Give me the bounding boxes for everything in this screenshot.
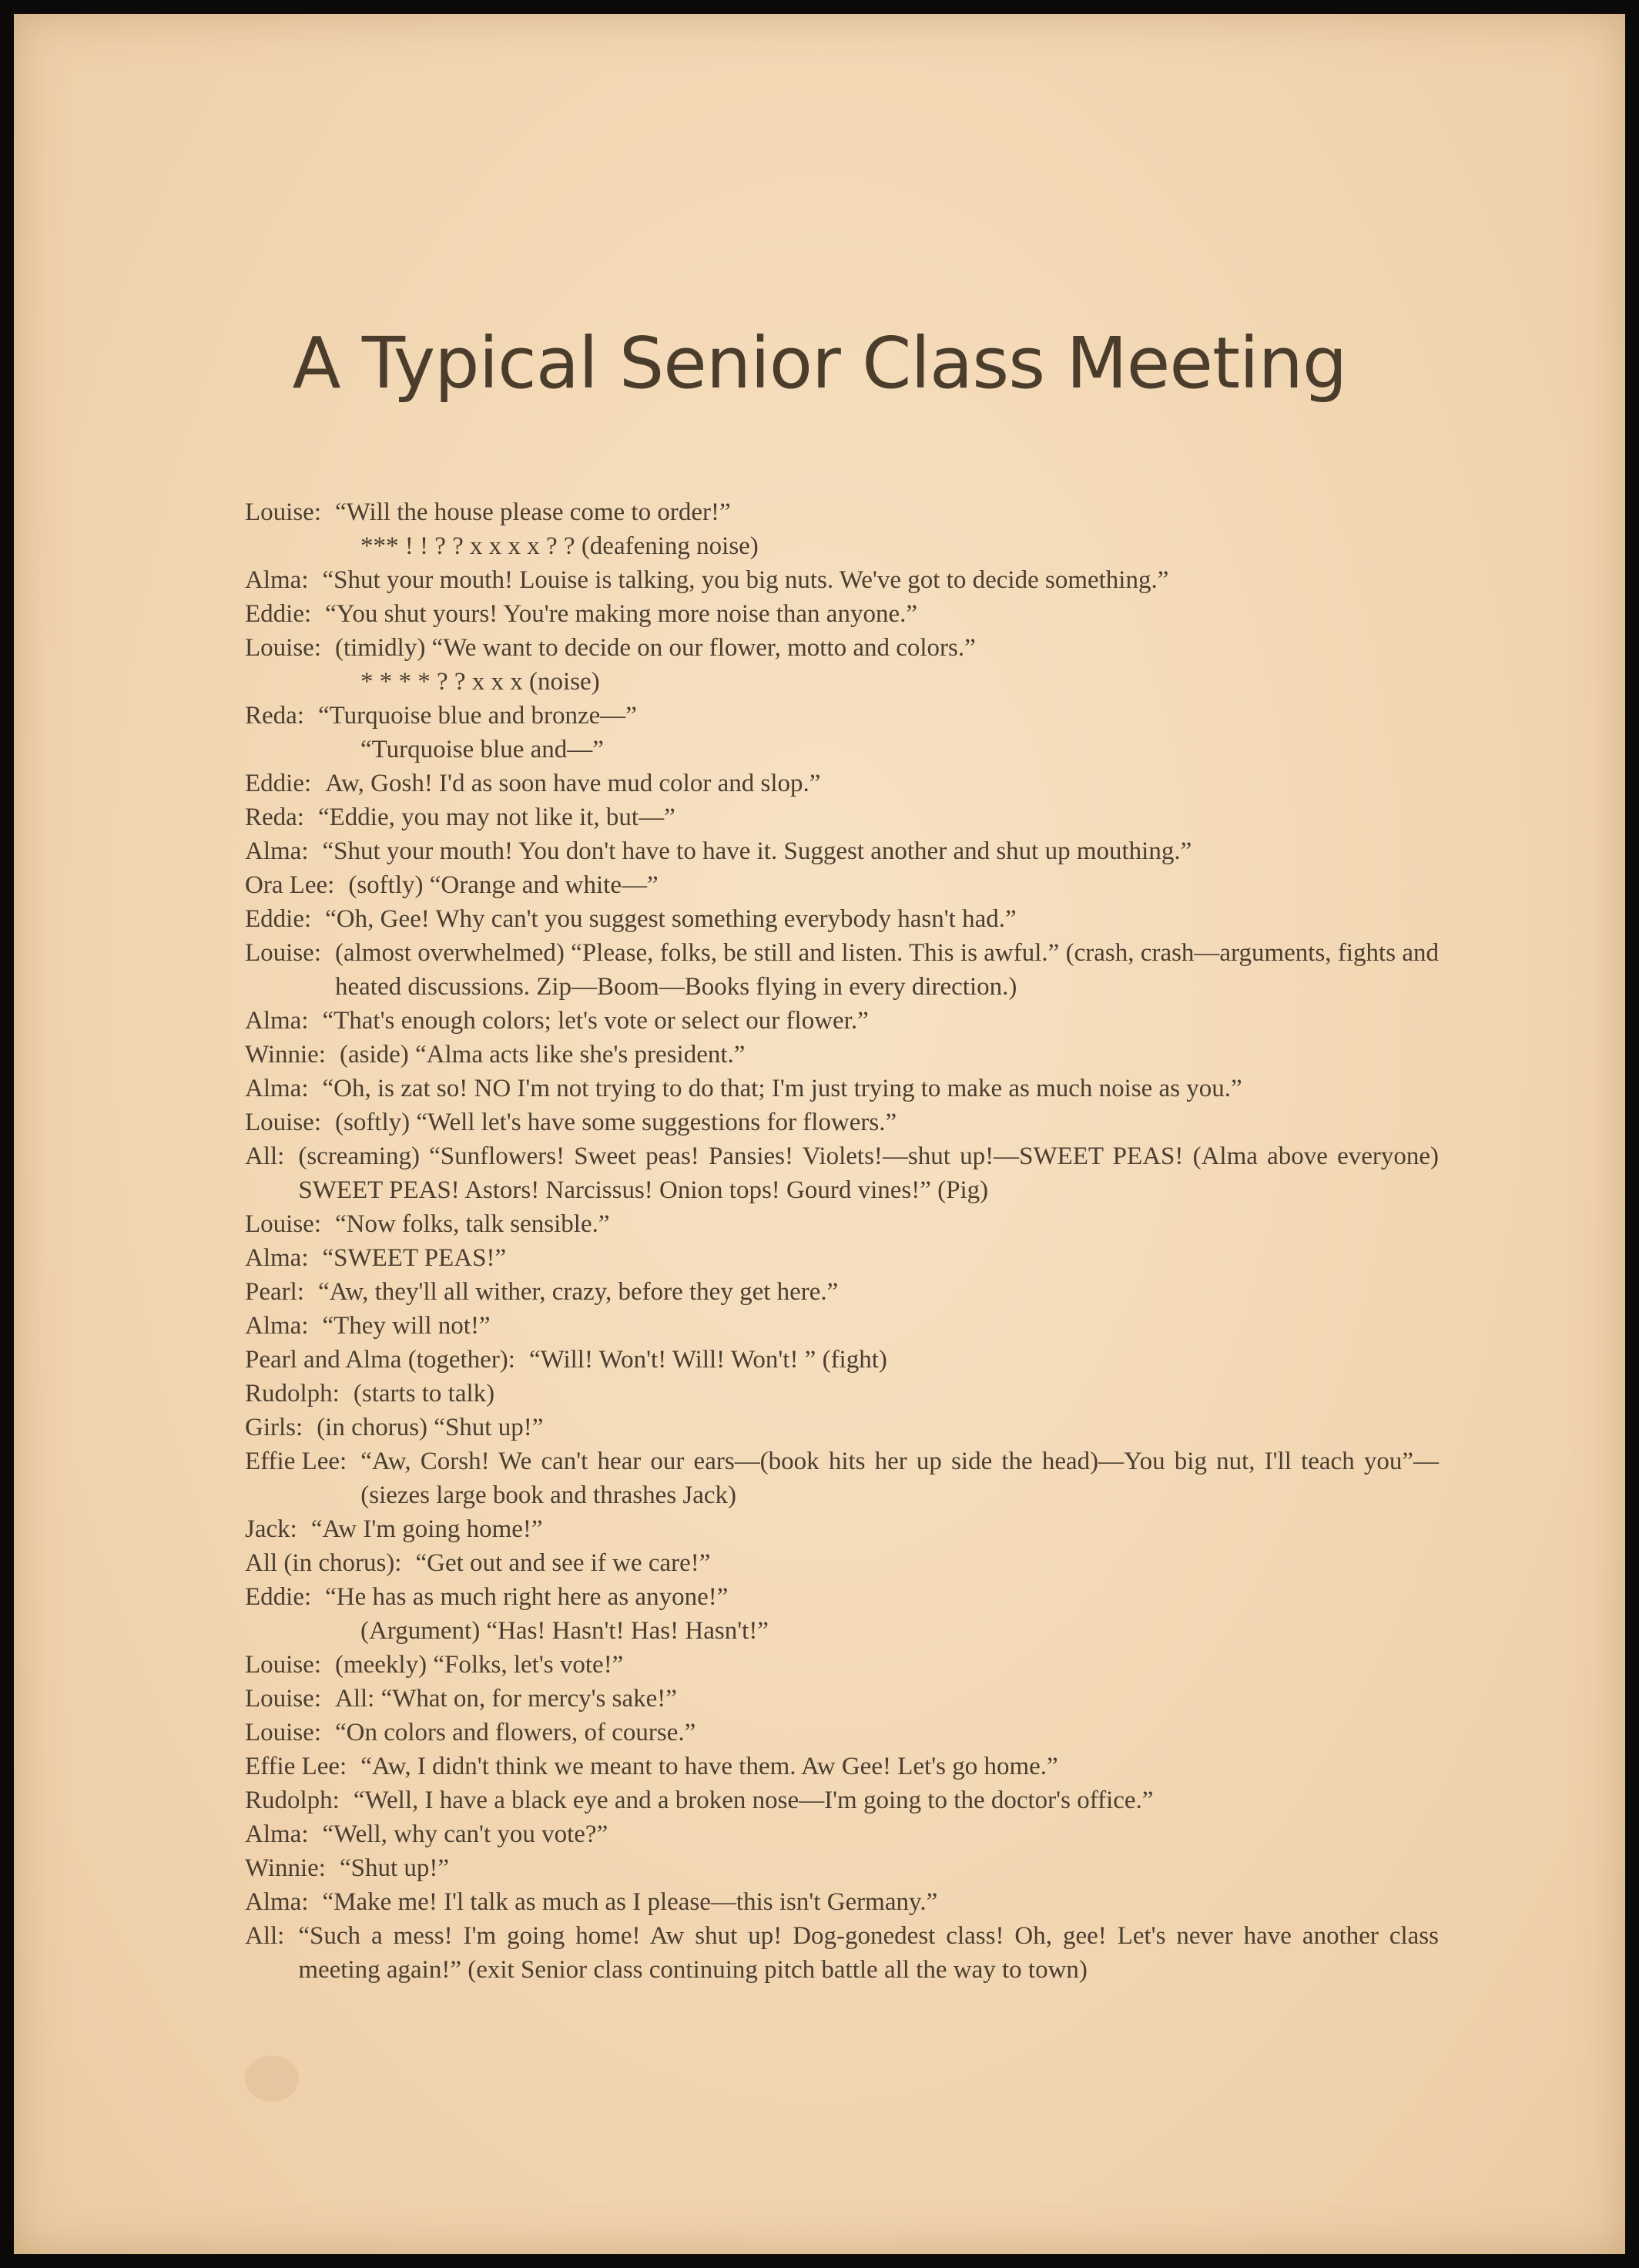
dialogue-line bbox=[245, 1105, 1439, 1139]
speaker-name: Louise: bbox=[245, 1210, 321, 1238]
dialogue-line bbox=[245, 1377, 1439, 1411]
speaker-name: Louise: bbox=[245, 939, 321, 967]
spoken-text: (almost overwhelmed) “Please, folks, be still and listen. This is awful.” (crash, crash—arguments, fights and heated discussions. Zip—Boom—Books flying in every direction.) bbox=[334, 939, 1439, 1001]
speaker-name: Reda: bbox=[245, 702, 304, 730]
speaker-name: Effie Lee: bbox=[245, 1753, 347, 1780]
dialogue-line bbox=[245, 1682, 1439, 1716]
speaker-name: Alma: bbox=[245, 566, 309, 594]
speaker-name: All: bbox=[245, 1142, 285, 1170]
spoken-text: (softly) “Well let's have some suggestions for flowers.” bbox=[334, 1109, 897, 1136]
dialogue-line bbox=[245, 1885, 1439, 1919]
dialogue-line bbox=[245, 1444, 1439, 1512]
dialogue-line bbox=[245, 1580, 1439, 1614]
dialogue-line bbox=[245, 1546, 1439, 1580]
dialogue-line bbox=[245, 1411, 1439, 1444]
spoken-text: (starts to talk) bbox=[353, 1380, 495, 1407]
spoken-text: (softly) “Orange and white—” bbox=[348, 871, 659, 899]
spoken-text: (screaming) “Sunflowers! Sweet peas! Pansies! Violets!—shut up!—SWEET PEAS! (Alma above everyone) SWEET PEAS! Astors! Narcissus! Onion tops! Gourd vines!” (Pig) bbox=[298, 1142, 1439, 1204]
speaker-name: Louise: bbox=[245, 1719, 321, 1746]
spoken-text: “Well, why can't you vote?” bbox=[322, 1820, 608, 1848]
dialogue-line bbox=[245, 868, 1439, 902]
speaker-name: Eddie: bbox=[245, 770, 312, 797]
dialogue-line bbox=[245, 767, 1439, 800]
speaker-name: All (in chorus): bbox=[245, 1549, 402, 1577]
dialogue-line bbox=[245, 1038, 1439, 1072]
dialogue-line bbox=[245, 1716, 1439, 1750]
spoken-text: (meekly) “Folks, let's vote!” bbox=[334, 1651, 624, 1679]
spoken-text: (Argument) “Has! Hasn't! Has! Hasn't!” bbox=[360, 1617, 769, 1645]
speaker-name: All: bbox=[245, 1922, 285, 1950]
dialogue-line bbox=[245, 1072, 1439, 1105]
speaker-name: Alma: bbox=[245, 837, 309, 865]
paper-stain bbox=[245, 2055, 299, 2102]
spoken-text: “Well, I have a black eye and a broken nose—I'm going to the doctor's office.” bbox=[353, 1787, 1154, 1814]
dialogue-line bbox=[245, 1004, 1439, 1038]
speaker-name: Winnie: bbox=[245, 1041, 326, 1069]
dialogue-line bbox=[245, 1783, 1439, 1817]
dialogue-line bbox=[245, 1919, 1439, 1987]
dialogue-line bbox=[245, 1614, 1439, 1648]
dialogue-line bbox=[245, 631, 1439, 665]
spoken-text: “On colors and flowers, of course.” bbox=[334, 1719, 696, 1746]
spoken-text: “Aw, I didn't think we meant to have them. Aw Gee! Let's go home.” bbox=[360, 1753, 1058, 1780]
dialogue-line bbox=[245, 1817, 1439, 1851]
speaker-name: Winnie: bbox=[245, 1854, 326, 1882]
spoken-text: “Now folks, talk sensible.” bbox=[334, 1210, 610, 1238]
dialogue-line bbox=[245, 733, 1439, 767]
spoken-text: “Shut your mouth! You don't have to have it. Suggest another and shut up mouthing.” bbox=[322, 837, 1192, 865]
speaker-name: Ora Lee: bbox=[245, 871, 335, 899]
spoken-text: “Turquoise blue and—” bbox=[360, 736, 604, 763]
spoken-text: Aw, Gosh! I'd as soon have mud color and slop.” bbox=[325, 770, 821, 797]
dialogue-line bbox=[245, 1648, 1439, 1682]
speaker-name: Girls: bbox=[245, 1414, 303, 1441]
dialogue-line bbox=[245, 529, 1439, 563]
yearbook-page bbox=[14, 14, 1625, 2254]
dialogue-line bbox=[245, 1309, 1439, 1343]
dialogue-line bbox=[245, 800, 1439, 834]
speaker-name: Eddie: bbox=[245, 1583, 312, 1611]
spoken-text: “You shut yours! You're making more noise than anyone.” bbox=[325, 600, 918, 628]
dialogue-line bbox=[245, 1512, 1439, 1546]
dialogue-line bbox=[245, 563, 1439, 597]
spoken-text: “Oh, Gee! Why can't you suggest something everybody hasn't had.” bbox=[325, 905, 1017, 933]
speaker-name: Alma: bbox=[245, 1312, 309, 1340]
dialogue-line bbox=[245, 1275, 1439, 1309]
spoken-text: “SWEET PEAS!” bbox=[322, 1244, 507, 1272]
spoken-text: “He has as much right here as anyone!” bbox=[325, 1583, 729, 1611]
speaker-name: Louise: bbox=[245, 1651, 321, 1679]
dialogue-line bbox=[245, 1139, 1439, 1207]
speaker-name: Louise: bbox=[245, 1685, 321, 1713]
speaker-name: Eddie: bbox=[245, 600, 312, 628]
speaker-name: Eddie: bbox=[245, 905, 312, 933]
spoken-text: “Aw I'm going home!” bbox=[310, 1515, 543, 1543]
spoken-text: (timidly) “We want to decide on our flower, motto and colors.” bbox=[334, 634, 976, 662]
dialogue-line bbox=[245, 597, 1439, 631]
speaker-name: Pearl and Alma (together): bbox=[245, 1346, 515, 1374]
dialogue-line bbox=[245, 665, 1439, 699]
dialogue-line bbox=[245, 1343, 1439, 1377]
spoken-text: “Will the house please come to order!” bbox=[334, 498, 731, 526]
spoken-text: “That's enough colors; let's vote or select our flower.” bbox=[322, 1007, 869, 1035]
page-title: A Typical Senior Class Meeting bbox=[292, 322, 1347, 404]
speaker-name: Alma: bbox=[245, 1075, 309, 1102]
spoken-text: “They will not!” bbox=[322, 1312, 491, 1340]
spoken-text: (aside) “Alma acts like she's president.” bbox=[339, 1041, 746, 1069]
speaker-name: Alma: bbox=[245, 1820, 309, 1848]
dialogue-line bbox=[245, 1207, 1439, 1241]
dialogue-line bbox=[245, 1750, 1439, 1783]
dialogue-line bbox=[245, 1851, 1439, 1885]
spoken-text: “Turquoise blue and bronze—” bbox=[317, 702, 637, 730]
spoken-text: * * * * ? ? x x x (noise) bbox=[360, 668, 600, 696]
spoken-text: “Will! Won't! Will! Won't! ” (fight) bbox=[528, 1346, 887, 1374]
dialogue-line bbox=[245, 936, 1439, 1004]
speaker-name: Louise: bbox=[245, 1109, 321, 1136]
speaker-name: Rudolph: bbox=[245, 1787, 340, 1814]
speaker-name: Rudolph: bbox=[245, 1380, 340, 1407]
speaker-name: Pearl: bbox=[245, 1278, 304, 1306]
spoken-text: “Shut your mouth! Louise is talking, you big nuts. We've got to decide something.” bbox=[322, 566, 1169, 594]
dialogue-line bbox=[245, 902, 1439, 936]
speaker-name: Louise: bbox=[245, 634, 321, 662]
speaker-name: Alma: bbox=[245, 1007, 309, 1035]
spoken-text: “Shut up!” bbox=[339, 1854, 450, 1882]
speaker-name: Reda: bbox=[245, 804, 304, 831]
spoken-text: “Make me! I'l talk as much as I please—this isn't Germany.” bbox=[322, 1888, 938, 1916]
speaker-name: Louise: bbox=[245, 498, 321, 526]
dialogue-line bbox=[245, 699, 1439, 733]
spoken-text: “Aw, they'll all wither, crazy, before they get here.” bbox=[317, 1278, 839, 1306]
speaker-name: Alma: bbox=[245, 1888, 309, 1916]
dialogue-script bbox=[245, 495, 1439, 1987]
spoken-text: *** ! ! ? ? x x x x ? ? (deafening noise) bbox=[360, 532, 759, 560]
speaker-name: Alma: bbox=[245, 1244, 309, 1272]
speaker-name: Jack: bbox=[245, 1515, 297, 1543]
dialogue-line bbox=[245, 1241, 1439, 1275]
spoken-text: “Eddie, you may not like it, but—” bbox=[317, 804, 675, 831]
dialogue-line bbox=[245, 495, 1439, 529]
spoken-text: All: “What on, for mercy's sake!” bbox=[334, 1685, 677, 1713]
spoken-text: “Get out and see if we care!” bbox=[415, 1549, 711, 1577]
dialogue-line bbox=[245, 834, 1439, 868]
spoken-text: (in chorus) “Shut up!” bbox=[317, 1414, 544, 1441]
spoken-text: “Oh, is zat so! NO I'm not trying to do that; I'm just trying to make as much noise as you.” bbox=[322, 1075, 1242, 1102]
spoken-text: “Aw, Corsh! We can't hear our ears—(book hits her up side the head)—You big nut, I'll teach you”—(siezes large book and thrashes Jack) bbox=[360, 1448, 1439, 1509]
speaker-name: Effie Lee: bbox=[245, 1448, 347, 1475]
spoken-text: “Such a mess! I'm going home! Aw shut up! Dog-gonedest class! Oh, gee! Let's never have another class meeting again!” (exit Senior class continuing pitch battle all the way to town) bbox=[298, 1922, 1439, 1984]
